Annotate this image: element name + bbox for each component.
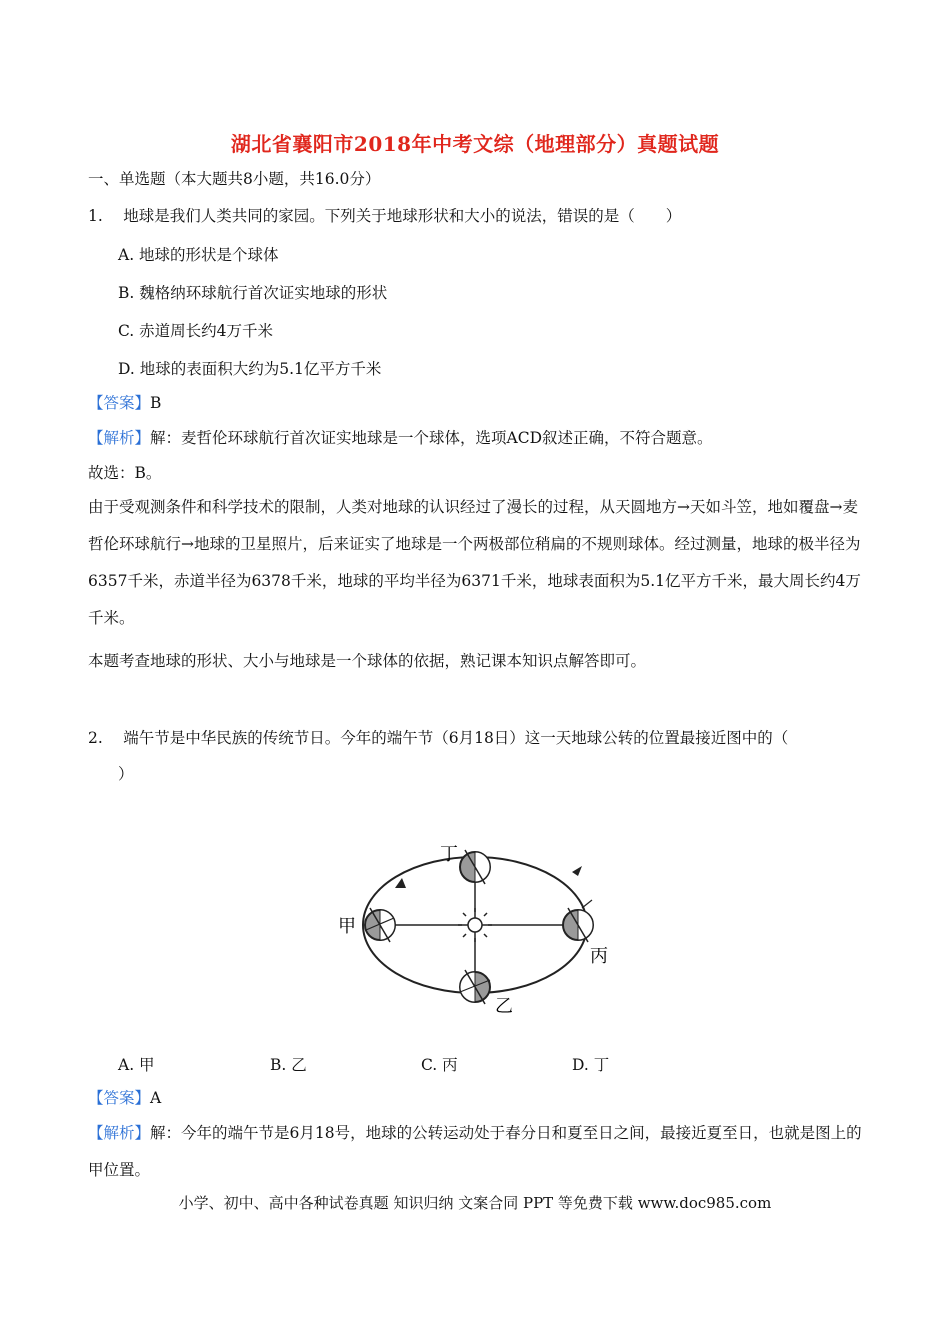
analysis-text: 解：今年的端午节是6月18号，地球的公转运动处于春分日和夏至日之间，最接近夏至日，也就是图上的甲位置。 — [88, 1124, 862, 1179]
q2-option-c: C. 丙 — [421, 1056, 458, 1074]
answer-tag: 【答案】 — [88, 394, 151, 412]
answer-tag: 【答案】 — [88, 1089, 151, 1107]
orbit-arrow-icon-2 — [572, 866, 582, 876]
analysis-tag: 【解析】 — [88, 429, 151, 447]
q1-option-d: D. 地球的表面积大约为5.1亿平方千米 — [118, 360, 382, 378]
q2-analysis — [88, 1115, 863, 1189]
label-yi: 乙 — [495, 996, 513, 1017]
q1-answer — [88, 392, 161, 414]
analysis-text: 解：麦哲伦环球航行首次证实地球是一个球体，选项ACD叙述正确，不符合题意。 — [150, 429, 713, 447]
q2-option-b: B. 乙 — [270, 1056, 307, 1074]
section-heading: 一、单选题（本大题共8小题，共16.0分） — [88, 170, 381, 188]
analysis-tag: 【解析】 — [88, 1124, 151, 1142]
earth-yi-icon — [460, 970, 490, 1004]
q1-analysis — [88, 427, 713, 449]
q1-option-c: C. 赤道周长约4万千米 — [118, 322, 274, 340]
page-title: 湖北省襄阳市2018年中考文综（地理部分）真题试题 — [230, 132, 720, 156]
earth-jia-icon — [365, 908, 395, 942]
q1-stem: 1. 地球是我们人类共同的家园。下列关于地球形状和大小的说法，错误的是（ ） — [88, 207, 682, 225]
label-bing: 丙 — [590, 946, 608, 967]
q1-explanation: 由于受观测条件和科学技术的限制，人类对地球的认识经过了漫长的过程，从天圆地方→天如斗笠，地如覆盘→麦哲伦环球航行→地球的卫星照片，后来证实了地球是一个两极部位稍扁的不规则球体。经过测量，地球的极半径为6357千米，赤道半径为6378千米，地球的平均半径为6371千米，地球表面积为5.1亿平方千米，最大周长约4万千米。 — [88, 498, 861, 627]
q2-stem: 2. 端午节是中华民族的传统节日。今年的端午节（6月18日）这一天地球公转的位置最接近图中的（ — [88, 729, 789, 747]
orbit-diagram — [310, 830, 650, 1030]
earth-ding-icon — [460, 850, 490, 884]
answer-value: B — [150, 394, 162, 412]
q2-answer — [88, 1087, 161, 1109]
label-ding: 丁 — [440, 844, 458, 865]
page-footer: 小学、初中、高中各种试卷真题 知识归纳 文案合同 PPT 等免费下载 www.doc985.com — [178, 1194, 772, 1212]
q2-stem-end: ） — [118, 765, 134, 783]
q1-option-a: A. 地球的形状是个球体 — [118, 246, 279, 264]
label-jia: 甲 — [338, 916, 356, 937]
q1-summary: 本题考查地球的形状、大小与地球是一个球体的依据，熟记课本知识点解答即可。 — [88, 652, 647, 670]
q2-option-d: D. 丁 — [572, 1056, 610, 1074]
q1-option-b: B. 魏格纳环球航行首次证实地球的形状 — [118, 284, 388, 302]
q2-option-a: A. 甲 — [118, 1056, 155, 1074]
earth-bing-icon — [563, 900, 593, 942]
answer-value: A — [150, 1089, 162, 1107]
orbit-arrow-icon — [395, 878, 406, 888]
q1-choice: 故选：B。 — [88, 464, 162, 482]
